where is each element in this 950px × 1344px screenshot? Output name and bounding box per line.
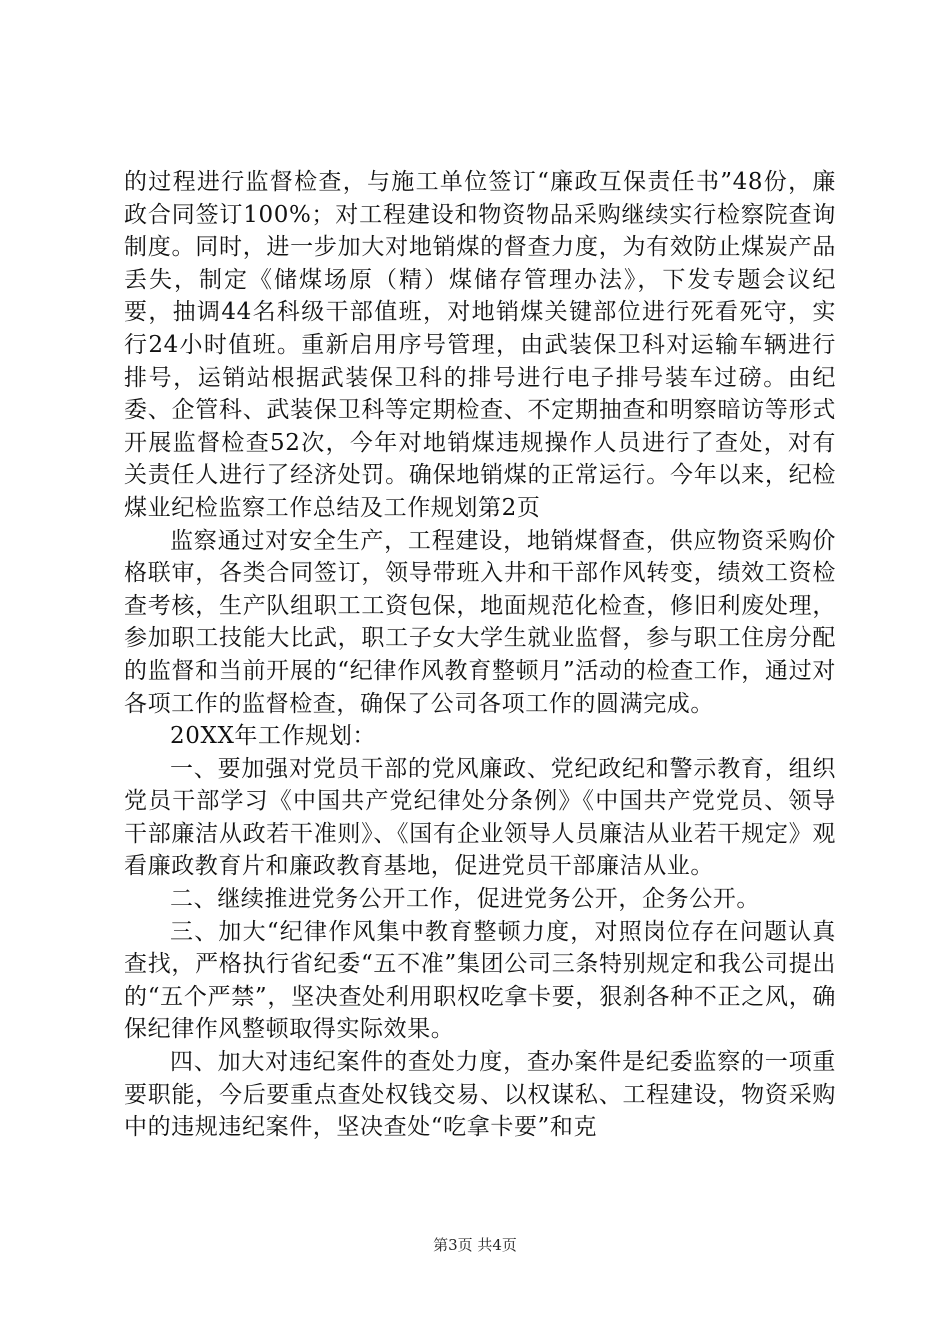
paragraph-continuation: 的过程进行监督检查，与施工单位签订“廉政互保责任书”48份，廉政合同签订100%；对工程建设和物资物品采购继续实行检察院查询制度。同时，进一步加大对地销煤的督查力度，为有效防止煤炭产品丢失，制定《储煤场原（精）煤储存管理办法》，下发专题会议纪要，抽调44名科级干部值班，对地销煤关键部位进行死看死守，实行24小时值班。重新启用序号管理，由武装保卫科对运输车辆进行排号，运销站根据武装保卫科的排号进行电子排号装车过磅。由纪委、企管科、武装保卫科等定期检查、不定期抽查和明察暗访等形式开展监督检查52次，今年对地销煤违规操作人员进行了查处，对有关责任人进行了经济处罚。确保地销煤的正常运行。今年以来，纪检煤业纪检监察工作总结及工作规划第2页: [124, 169, 836, 521]
plan-item-4: 四、加大对违纪案件的查处力度，查办案件是纪委监察的一项重要职能，今后要重点查处权钱交易、以权谋私、工程建设，物资采购中的违规违纪案件，坚决查处“吃拿卡要”和克: [124, 1049, 836, 1141]
plan-item-1: 一、要加强对党员干部的党风廉政、党纪政纪和警示教育，组织党员干部学习《中国共产党纪律处分条例》《中国共产党党员、领导干部廉洁从政若干准则》、《国有企业领导人员廉洁从业若干规定》观看廉政教育片和廉政教育基地，促进党员干部廉洁从业。: [124, 755, 836, 880]
page-number-footer: 第3页 共4页: [433, 1236, 517, 1254]
document-body: [124, 166, 836, 1144]
paragraph-supervision-summary: 监察通过对安全生产，工程建设，地销煤督查，供应物资采购价格联审，各类合同签订，领导带班入井和干部作风转变，绩效工资检查考核，生产队组职工工资包保，地面规范化检查，修旧利废处理，参加职工技能大比武，职工子女大学生就业监督，参与职工住房分配的监督和当前开展的“纪律作风教育整顿月”活动的检查工作，通过对各项工作的监督检查，确保了公司各项工作的圆满完成。: [124, 527, 836, 717]
plan-item-2: 二、继续推进党务公开工作，促进党务公开，企务公开。: [170, 886, 760, 913]
plan-item-3: 三、加大“纪律作风集中教育整顿力度，对照岗位存在问题认真查找，严格执行省纪委“五不准”集团公司三条特别规定和我公司提出的“五个严禁”，坚决查处利用职权吃拿卡要，狠刹各种不正之风，确保纪律作风整顿取得实际效果。: [124, 918, 836, 1043]
section-heading-work-plan: 20XX年工作规划：: [170, 723, 377, 750]
